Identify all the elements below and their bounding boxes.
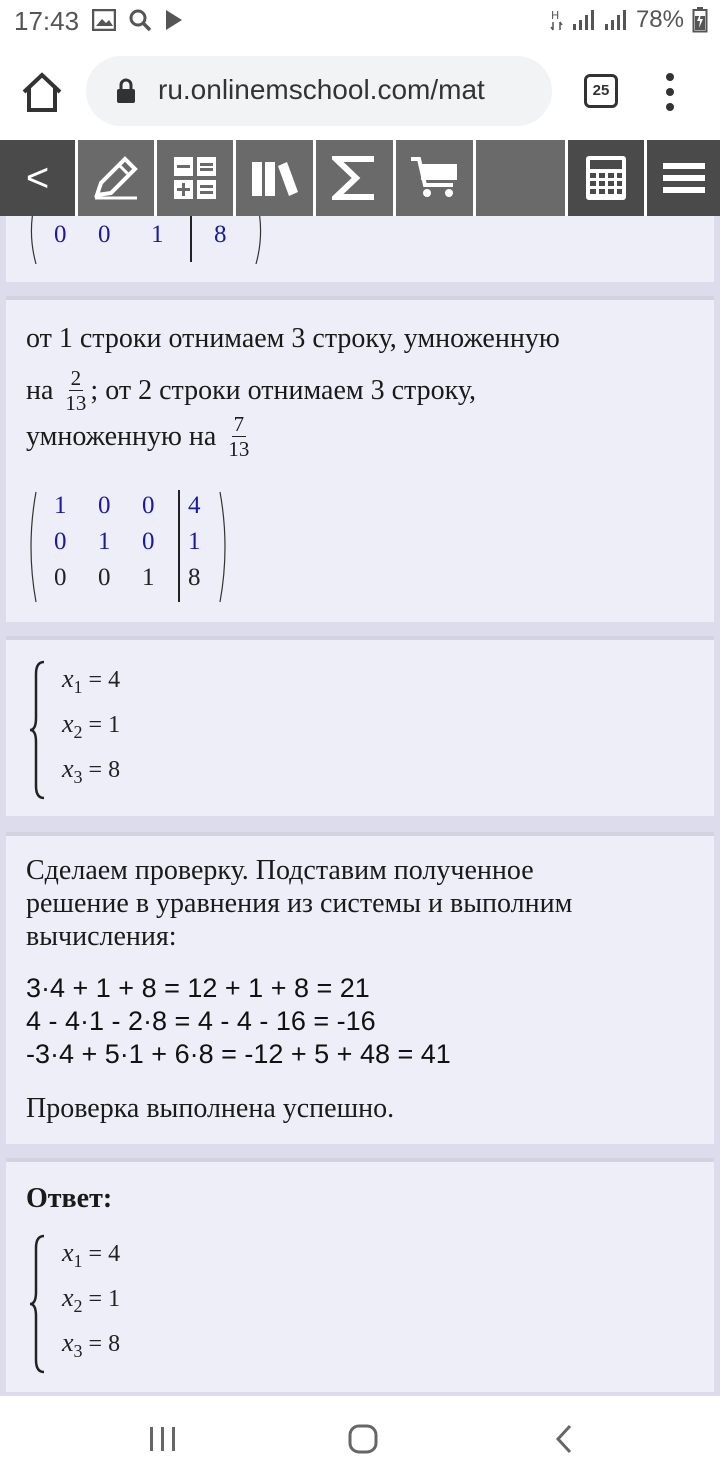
matrix-cell: 4: [188, 492, 201, 519]
fraction-numerator: 2: [70, 366, 82, 390]
nav-calculator-button[interactable]: [568, 140, 647, 216]
fraction-denominator: 13: [228, 437, 250, 461]
var-name: x: [62, 664, 74, 693]
matrix-left-paren: [26, 490, 40, 604]
matrix-cell: 0: [54, 564, 67, 591]
check-intro-3: вычисления:: [26, 921, 177, 952]
solution-card: [6, 636, 714, 816]
status-time: 17:43: [14, 6, 80, 36]
check-equation-3: -3·4 + 5·1 + 6·8 = -12 + 5 + 48 = 41: [26, 1039, 451, 1069]
play-icon: [164, 9, 184, 31]
var-name: x: [62, 1283, 74, 1312]
calculator-icon: [585, 155, 627, 201]
var-value: = 8: [88, 757, 121, 783]
check-intro-2: решение в уравнения из системы и выполним: [26, 888, 573, 919]
var-name: x: [62, 709, 74, 738]
var-name: x: [62, 1328, 74, 1357]
var-value: = 8: [88, 1331, 121, 1357]
search-icon: [128, 8, 152, 32]
answer-brace: [28, 1234, 48, 1374]
matrix-cell: 8: [188, 564, 201, 591]
system-navigation-bar: [0, 1396, 720, 1480]
partial-matrix-card: [6, 216, 714, 282]
system-brace: [28, 660, 48, 800]
nav-back-button[interactable]: [0, 140, 78, 216]
hamburger-menu-icon: [663, 161, 705, 195]
signal-icon: [572, 8, 596, 32]
matrix-cell: 0: [142, 492, 155, 519]
sigma-icon: [332, 155, 378, 201]
matrix-cell: 1: [98, 528, 111, 555]
nav-sum-button[interactable]: [316, 140, 396, 216]
lock-icon: [116, 78, 136, 104]
network-icon: [550, 8, 564, 32]
var-name: x: [62, 754, 74, 783]
matrix-cell: 1: [151, 221, 164, 248]
check-equation-1: 3·4 + 1 + 8 = 12 + 1 + 8 = 21: [26, 973, 370, 1003]
nav-back-label: <: [25, 155, 50, 200]
home-icon[interactable]: [20, 70, 64, 114]
nav-library-button[interactable]: [236, 140, 316, 216]
var-sub: 3: [73, 1340, 83, 1361]
var-sub: 1: [73, 676, 83, 697]
solution-x1: [62, 664, 120, 698]
math-operations-icon: [172, 155, 218, 201]
answer-card: [6, 1158, 714, 1392]
check-equation-2: 4 - 4·1 - 2·8 = 4 - 4 - 16 = -16: [26, 1006, 376, 1036]
browser-toolbar: [0, 44, 720, 140]
var-value: = 1: [88, 712, 121, 738]
var-value: = 4: [88, 667, 121, 693]
matrix-cell: 8: [214, 221, 227, 248]
cart-icon: [409, 155, 461, 201]
matrix-divider: [178, 490, 180, 602]
var-sub: 2: [73, 1295, 83, 1316]
var-name: x: [62, 1238, 74, 1267]
matrix-cell: 0: [98, 221, 111, 248]
fraction-denominator: 13: [65, 391, 87, 415]
nav-spacer: [476, 140, 568, 216]
step-line-2a: на: [26, 374, 54, 406]
tab-switcher-button[interactable]: 25: [584, 74, 618, 108]
matrix-right-paren: [216, 490, 230, 604]
matrix-cell: 1: [142, 564, 155, 591]
step-line-2b: ; от 2 строки отнимаем 3 строку,: [90, 374, 477, 406]
url-text: ru.onlinemschool.com/mat: [158, 74, 485, 105]
fraction-7-13: [228, 412, 249, 461]
battery-icon: [692, 7, 708, 33]
step-line-2: [26, 366, 476, 415]
address-bar[interactable]: [86, 56, 552, 126]
step-line-3-text: умноженную на: [26, 420, 217, 452]
var-sub: 3: [73, 766, 83, 787]
fraction-2-13: [65, 366, 86, 415]
matrix-cell: 0: [98, 564, 111, 591]
nav-calculator-ops-button[interactable]: [157, 140, 236, 216]
matrix-left-paren: [26, 216, 40, 264]
matrix-right-paren: [252, 216, 266, 264]
solution-x2: [62, 709, 120, 743]
battery-percent: 78%: [635, 6, 684, 33]
var-sub: 2: [73, 721, 83, 742]
var-value: = 4: [88, 1241, 121, 1267]
more-options-icon[interactable]: [660, 72, 680, 112]
recent-apps-icon[interactable]: [148, 1426, 178, 1452]
matrix-cell: 0: [98, 492, 111, 519]
answer-x1: [62, 1238, 120, 1272]
solution-x3: [62, 754, 120, 788]
var-value: = 1: [88, 1286, 121, 1312]
answer-x3: [62, 1328, 120, 1362]
augmented-matrix: [26, 490, 246, 610]
step-line-1: от 1 строки отнимаем 3 строку, умноженную: [26, 323, 560, 354]
answer-x2: [62, 1283, 120, 1317]
gallery-icon: [92, 9, 116, 31]
svg-text:H: H: [550, 9, 560, 22]
check-result: Проверка выполнена успешно.: [26, 1093, 395, 1124]
site-navigation: [0, 140, 720, 216]
signal-icon-2: [604, 8, 628, 32]
fraction-numerator: 7: [233, 412, 245, 436]
check-intro-1: Сделаем проверку. Подставим полученное: [26, 855, 534, 886]
status-bar: [0, 0, 720, 44]
var-sub: 1: [73, 1250, 83, 1271]
step-card: [6, 296, 714, 622]
nav-menu-button[interactable]: [647, 140, 720, 216]
matrix-cell: 1: [54, 492, 67, 519]
matrix-divider: [190, 216, 192, 262]
books-icon: [250, 158, 300, 198]
nav-pencil-button[interactable]: [78, 140, 157, 216]
check-card: [6, 832, 714, 1144]
matrix-cell: 1: [188, 528, 201, 555]
status-right: [550, 6, 708, 34]
step-line-3: [26, 412, 249, 461]
back-nav-icon[interactable]: [554, 1424, 574, 1454]
matrix-cell: 0: [54, 528, 67, 555]
home-nav-icon[interactable]: [348, 1424, 378, 1454]
status-notification-icons: [92, 8, 184, 32]
answer-title: Ответ:: [26, 1183, 113, 1214]
pencil-icon: [91, 155, 141, 201]
page-content: [0, 216, 720, 1396]
matrix-cell: 0: [142, 528, 155, 555]
matrix-cell: 0: [54, 221, 67, 248]
nav-cart-button[interactable]: [396, 140, 476, 216]
